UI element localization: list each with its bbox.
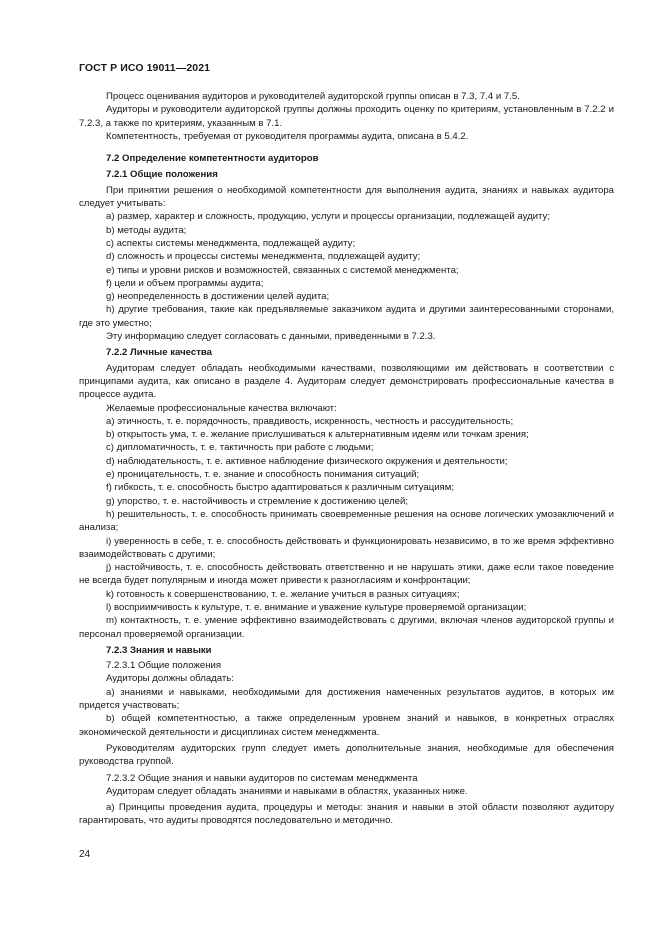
section-7-2-1-heading: 7.2.1 Общие положения <box>106 169 218 181</box>
list-item: f) гибкость, т. е. способность быстро адаптироваться к различным ситуациям; <box>106 482 455 494</box>
list-item: c) аспекты системы менеджмента, подлежащей аудиту; <box>106 237 356 249</box>
intro-paragraph-3: Компетентность, требуемая от руководителя программы аудита, описана в 5.4.2. <box>106 130 469 142</box>
section-7-2-3-lead: Аудиторы должны обладать: <box>106 673 234 685</box>
section-7-2-2-paragraph-1: Аудиторам следует обладать необходимыми качествами, позволяющими им действовать в соответствии с принципами аудита, как описано в разделе 4. Аудиторам следует демонстрировать профессиональные качества в процессе аудита. <box>79 362 614 401</box>
list-item: l) восприимчивость к культуре, т. е. внимание и уважение культуре проверяемой организации; <box>106 601 527 613</box>
subsection-7-2-3-1-heading: 7.2.3.1 Общие положения <box>106 660 222 672</box>
list-item: d) сложность и процессы системы менеджмента, подлежащей аудиту; <box>106 251 421 263</box>
section-7-2-heading: 7.2 Определение компетентности аудиторов <box>106 153 319 165</box>
section-7-2-1-lead: При принятии решения о необходимой компетентности для выполнения аудита, знаниях и навыках аудитора следует учитывать: <box>79 184 614 210</box>
page-number: 24 <box>79 849 91 860</box>
list-item: a) знаниями и навыками, необходимыми для достижения намеченных результатов аудитов, в которых им придется участвовать; <box>79 686 614 712</box>
list-item: h) решительность, т. е. способность принимать своевременные решения на основе логических умозаключений и анализа; <box>79 508 614 534</box>
list-item: j) настойчивость, т. е. способность действовать ответственно и не нарушать этики, даже если такое поведение не всегда будет популярным и иногда может привести к разногласиям и конфронтации; <box>79 562 614 587</box>
list-item: e) проницательность, т. е. знание и способность понимания ситуаций; <box>106 469 420 481</box>
subsection-7-2-3-2-heading: 7.2.3.2 Общие знания и навыки аудиторов по системам менеджмента <box>106 772 418 784</box>
section-7-2-2-paragraph-2: Желаемые профессиональные качества включают: <box>106 402 337 414</box>
list-item: a) размер, характер и сложность, продукцию, услуги и процессы организации, подлежащей аудиту; <box>106 211 551 223</box>
list-item: d) наблюдательность, т. е. активное наблюдение физического окружения и деятельности; <box>106 455 508 467</box>
list-item: k) готовность к совершенствованию, т. е. желание учиться в разных ситуациях; <box>106 588 460 600</box>
list-item: m) контактность, т. е. умение эффективно взаимодействовать с другими, включая членов аудиторской группы и персонал проверяемой организации. <box>79 615 614 640</box>
page-body <box>79 90 614 828</box>
document-header: ГОСТ Р ИСО 19011—2021 <box>79 62 211 74</box>
section-7-2-3-heading: 7.2.3 Знания и навыки <box>106 644 212 656</box>
list-item: c) дипломатичность, т. е. тактичность при работе с людьми; <box>106 442 374 454</box>
section-7-2-2-heading: 7.2.2 Личные качества <box>106 347 213 359</box>
list-item: h) другие требования, такие как предъявляемые заказчиком аудита и другими заинтересованными сторонами, где это уместно; <box>79 304 614 329</box>
intro-paragraph-1: Процесс оценивания аудиторов и руководителей аудиторской группы описан в 7.3, 7.4 и 7.5. <box>106 91 520 102</box>
section-7-2-3-areas-paragraph: Аудиторам следует обладать знаниями и навыками в областях, указанных ниже. <box>106 785 468 797</box>
intro-paragraph-2: Аудиторы и руководители аудиторской группы должны проходить оценку по критериям, установленным в 7.2.2 и 7.2.3, а также по критериям, указанным в 7.1. <box>79 104 614 129</box>
list-item: b) общей компетентностью, а также определенным уровнем знаний и навыков, в конкретных отраслях экономической деятельности и дисциплинах систем менеджмента. <box>79 713 614 738</box>
section-7-2-3-leaders-paragraph: Руководителям аудиторских групп следует иметь дополнительные знания, необходимые для обеспечения руководства группой. <box>79 742 614 768</box>
list-item: a) Принципы проведения аудита, процедуры и методы: знания и навыки в этой области позволяют аудитору гарантировать, что аудиты проводятся последовательно и методично. <box>79 802 614 827</box>
list-item: f) цели и объем программы аудита; <box>106 277 264 289</box>
list-item: g) неопределенность в достижении целей аудита; <box>106 291 330 303</box>
list-item: g) упорство, т. е. настойчивость и стремление к достижению целей; <box>106 495 409 507</box>
list-item: b) методы аудита; <box>106 224 187 236</box>
list-item: a) этичность, т. е. порядочность, правдивость, искренность, честность и рассудительность; <box>106 415 514 427</box>
list-item: b) открытость ума, т. е. желание прислушиваться к альтернативным идеям или точкам зрения; <box>106 429 529 441</box>
section-7-2-1-tail: Эту информацию следует согласовать с данными, приведенными в 7.2.3. <box>106 331 436 343</box>
list-item: i) уверенность в себе, т. е. способность действовать и функционировать независимо, в то же время эффективно взаимодействовать с другими; <box>79 535 614 560</box>
list-item: e) типы и уровни рисков и возможностей, связанных с системой менеджмента; <box>106 264 459 276</box>
